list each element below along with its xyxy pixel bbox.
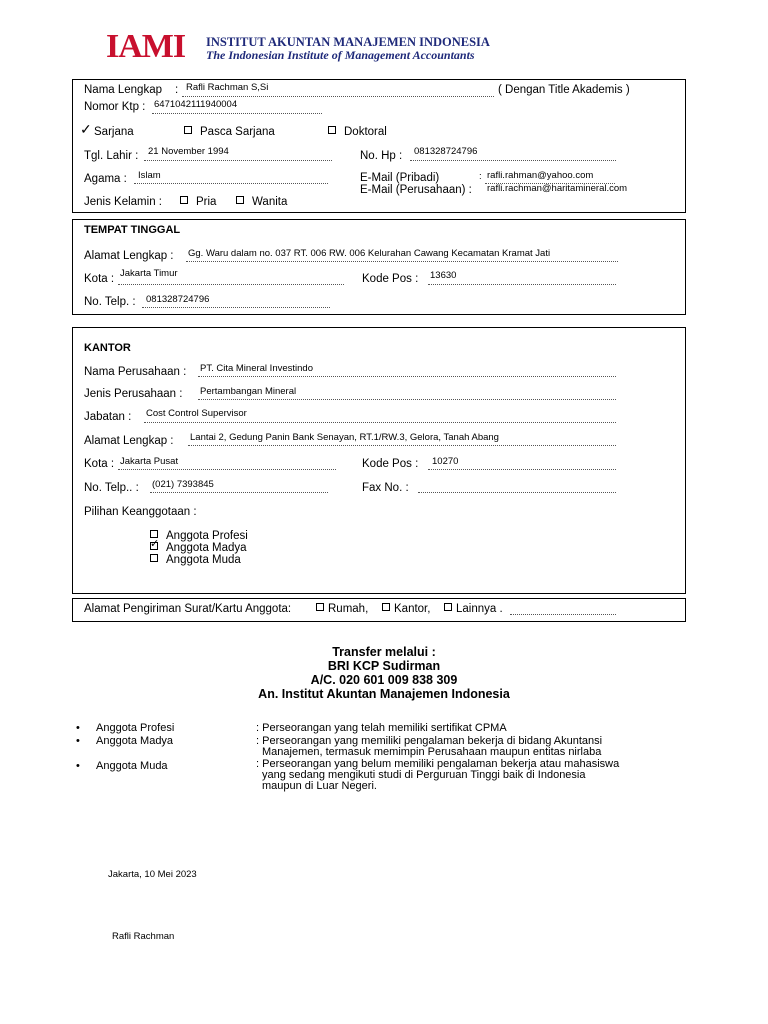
option-lainnya[interactable]: Lainnya . <box>444 603 503 615</box>
jenis-perusahaan-label: Jenis Perusahaan : <box>84 388 183 400</box>
checkbox-icon <box>328 126 336 134</box>
def-desc-profesi: : Perseorangan yang telah memiliki sertifikat CPMA <box>256 722 507 734</box>
def-desc-muda-cont: yang sedang mengikuti studi di Perguruan Tinggi baik di Indonesia <box>262 769 586 781</box>
degree-pasca-sarjana[interactable]: Pasca Sarjana <box>184 126 275 138</box>
checkbox-icon <box>180 196 188 204</box>
kodepos-field[interactable]: 13630 <box>430 270 457 281</box>
kodepos-label: Kode Pos : <box>362 273 419 285</box>
email-pribadi-field[interactable]: rafli.rahman@yahoo.com <box>487 170 594 181</box>
fax-label: Fax No. : <box>362 482 409 494</box>
kota-kantor-field[interactable]: Jakarta Pusat <box>120 456 179 467</box>
checkbox-icon <box>236 196 244 204</box>
def-desc-muda-cont2: maupun di Luar Negeri. <box>262 780 377 792</box>
nama-suffix: ( Dengan Title Akademis ) <box>498 84 630 96</box>
def-term-muda: Anggota Muda <box>96 760 168 772</box>
pengiriman-label: Alamat Pengiriman Surat/Kartu Anggota: <box>84 603 292 615</box>
jenis-perusahaan-field[interactable]: Pertambangan Mineral <box>200 386 297 397</box>
dotted-line <box>150 492 328 493</box>
checkbox-icon <box>150 554 158 562</box>
gender-label: Jenis Kelamin : <box>84 196 162 208</box>
option-kantor[interactable]: Kantor, <box>382 603 430 615</box>
ktp-field[interactable]: 6471042111940004 <box>154 99 238 110</box>
def-term-madya: Anggota Madya <box>96 735 174 747</box>
agama-label: Agama : <box>84 173 127 185</box>
option-anggota-profesi[interactable]: Anggota Profesi <box>150 530 248 542</box>
signer-name: Rafli Rachman <box>112 931 175 942</box>
checked-checkbox-icon <box>150 542 158 550</box>
telp-kantor-label: No. Telp.. : <box>84 482 139 494</box>
checkbox-icon <box>382 603 390 611</box>
ktp-label: Nomor Ktp : <box>84 101 146 113</box>
alamat-dotted-line <box>186 261 618 262</box>
bullet-icon: • <box>76 735 80 747</box>
kodepos-kantor-field[interactable]: 10270 <box>432 456 459 467</box>
org-name: INSTITUT AKUNTAN MANAJEMEN INDONESIA <box>206 35 490 49</box>
account-number: A/C. 020 601 009 838 309 <box>310 673 458 687</box>
lahir-label: Tgl. Lahir : <box>84 150 139 162</box>
dotted-line <box>144 422 616 423</box>
alamat-kantor-field[interactable]: Lantai 2, Gedung Panin Bank Senayan, RT.1/RW.3, Gelora, Tanah Abang <box>190 432 499 443</box>
checkmark-icon: ✓ <box>80 121 92 137</box>
email-perusahaan-label: E-Mail (Perusahaan) : <box>360 184 472 196</box>
def-desc-madya-cont: Manajemen, termasuk memimpin Perusahaan maupun entitas nirlaba <box>262 746 602 758</box>
keanggotaan-label: Pilihan Keanggotaan : <box>84 506 197 518</box>
nama-label: Nama Lengkap <box>84 84 162 96</box>
checkbox-icon <box>184 126 192 134</box>
jabatan-field[interactable]: Cost Control Supervisor <box>146 408 247 419</box>
agama-dotted-line <box>134 183 328 184</box>
colon: : <box>479 171 482 182</box>
bullet-icon: • <box>76 760 80 772</box>
org-name-english: The Indonesian Institute of Management Accountants <box>206 48 475 62</box>
lainnya-dotted-line <box>510 614 616 615</box>
telp-field[interactable]: 081328724796 <box>146 294 210 305</box>
ktp-dotted-line <box>152 113 322 114</box>
colon: : <box>175 84 179 96</box>
hp-dotted-line <box>410 160 616 161</box>
nama-perusahaan-field[interactable]: PT. Cita Mineral Investindo <box>200 363 313 374</box>
option-anggota-madya[interactable]: ✓Anggota Madya <box>150 542 247 554</box>
kota-label: Kota : <box>84 273 115 285</box>
dotted-line <box>198 376 616 377</box>
jabatan-label: Jabatan : <box>84 411 132 423</box>
dotted-line <box>428 469 616 470</box>
telp-kantor-field[interactable]: (021) 7393845 <box>152 479 214 490</box>
option-anggota-muda[interactable]: Anggota Muda <box>150 554 241 566</box>
kota-dotted-line <box>118 284 344 285</box>
def-desc-muda: : Perseorangan yang belum memiliki pengalaman bekerja atau mahasiswa <box>256 758 620 770</box>
hp-label: No. Hp : <box>360 150 403 162</box>
nama-dotted-line <box>182 96 494 97</box>
transfer-heading: Transfer melalui : <box>332 645 436 659</box>
kodepos-kantor-label: Kode Pos : <box>362 458 419 470</box>
telp-label: No. Telp. : <box>84 296 136 308</box>
alamat-kantor-label: Alamat Lengkap : <box>84 435 174 447</box>
degree-doktoral[interactable]: Doktoral <box>328 126 387 138</box>
agama-field[interactable]: Islam <box>138 170 161 181</box>
kantor-heading: KANTOR <box>84 342 131 354</box>
dotted-line <box>188 445 616 446</box>
option-rumah[interactable]: Rumah, <box>316 603 368 615</box>
nama-field[interactable]: Rafli Rachman S,Si <box>186 82 269 93</box>
kota-kantor-label: Kota : <box>84 458 115 470</box>
checkbox-icon <box>444 603 452 611</box>
alamat-label: Alamat Lengkap : <box>84 250 174 262</box>
hp-field[interactable]: 081328724796 <box>414 146 478 157</box>
telp-dotted-line <box>142 307 330 308</box>
email-pribadi-label: E-Mail (Pribadi) <box>360 172 440 184</box>
bullet-icon: • <box>76 722 80 734</box>
def-term-profesi: Anggota Profesi <box>96 722 175 734</box>
place-date: Jakarta, 10 Mei 2023 <box>108 869 197 880</box>
checkbox-icon <box>316 603 324 611</box>
dotted-line <box>198 399 616 400</box>
kodepos-dotted-line <box>428 284 616 285</box>
iami-logo: IAMI <box>106 28 186 65</box>
gender-pria[interactable]: Pria <box>180 196 216 208</box>
tempat-tinggal-heading: TEMPAT TINGGAL <box>84 224 181 236</box>
email-perusahaan-field[interactable]: rafli.rachman@haritamineral.com <box>487 183 628 194</box>
gender-wanita[interactable]: Wanita <box>236 196 287 208</box>
fax-field[interactable] <box>418 492 616 493</box>
nama-perusahaan-label: Nama Perusahaan : <box>84 366 187 378</box>
degree-sarjana[interactable]: Sarjana <box>94 126 134 138</box>
bank-name: BRI KCP Sudirman <box>327 659 441 673</box>
kota-field[interactable]: Jakarta Timur <box>120 268 178 279</box>
lahir-dotted-line <box>144 160 332 161</box>
def-desc-madya: : Perseorangan yang memiliki pengalaman bekerja di bidang Akuntansi <box>256 735 603 747</box>
alamat-field[interactable]: Gg. Waru dalam no. 037 RT. 006 RW. 006 Kelurahan Cawang Kecamatan Kramat Jati <box>188 248 551 259</box>
account-holder: An. Institut Akuntan Manajemen Indonesia <box>258 687 510 701</box>
lahir-field[interactable]: 21 November 1994 <box>148 146 229 157</box>
dotted-line <box>118 469 336 470</box>
